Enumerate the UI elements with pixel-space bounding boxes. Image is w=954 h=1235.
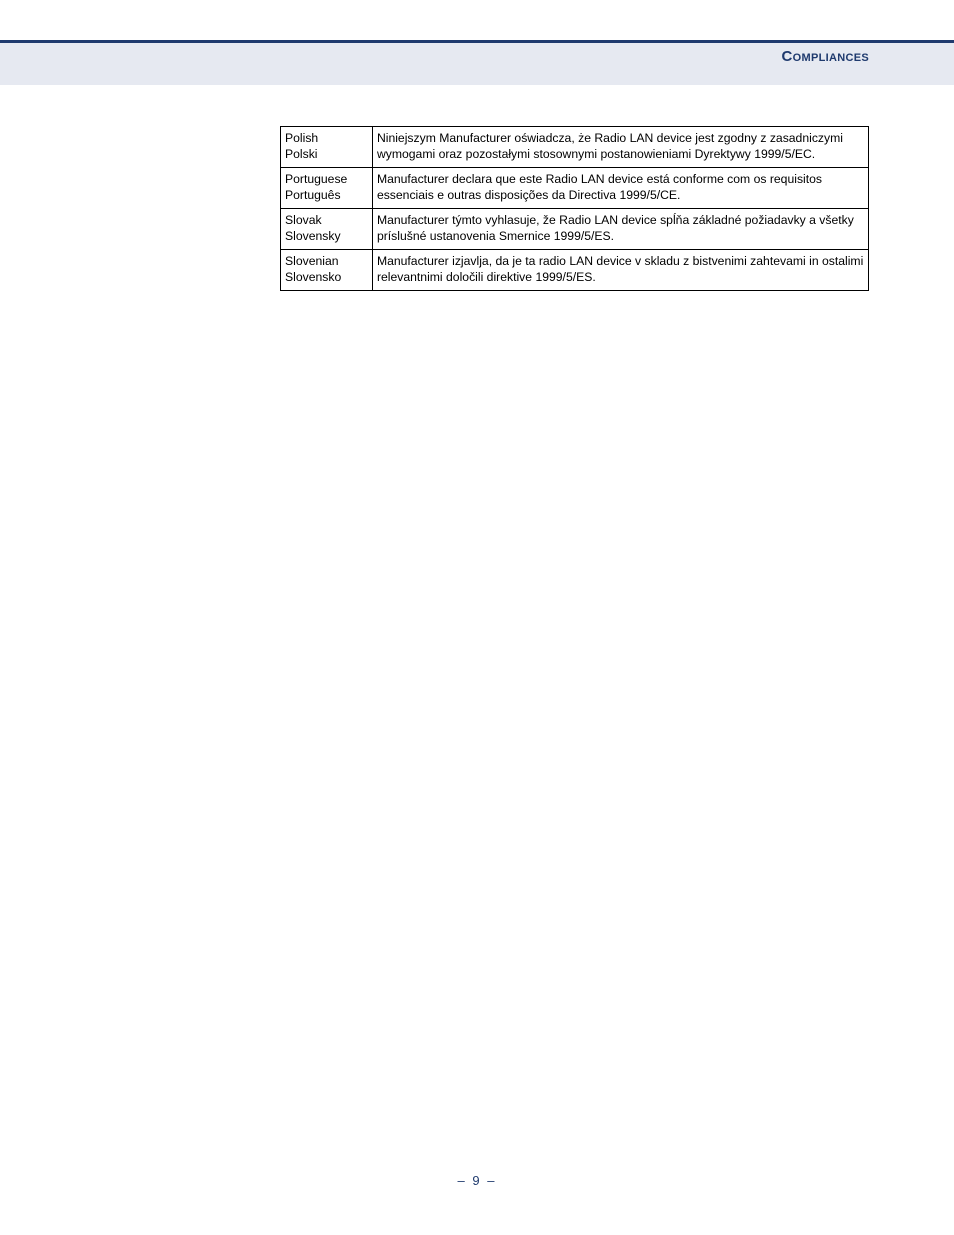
statement-cell: Manufacturer izjavlja, da je ta radio LAN device v skladu z bistvenimi zahtevami in ostalimi relevantnimi določili direktive 1999/5/ES.	[372, 250, 868, 291]
page-header	[0, 40, 954, 85]
language-cell	[281, 127, 373, 168]
compliance-table	[280, 126, 869, 291]
language-cell	[281, 209, 373, 250]
page-number: – 9 –	[457, 1173, 497, 1188]
statement-cell: Niniejszym Manufacturer oświadcza, że Radio LAN device jest zgodny z zasadniczymi wymogami oraz pozostałymi stosownymi postanowieniami Dyrektywy 1999/5/EC.	[372, 127, 868, 168]
language-english: Portuguese	[285, 172, 348, 186]
statement-cell: Manufacturer týmto vyhlasuje, že Radio LAN device spĺňa základné požiadavky a všetky príslušné ustanovenia Smernice 1999/5/ES.	[372, 209, 868, 250]
table-row	[281, 250, 869, 291]
language-english: Slovenian	[285, 254, 339, 268]
language-native: Português	[285, 188, 341, 202]
language-native: Polski	[285, 147, 318, 161]
language-english: Polish	[285, 131, 319, 145]
language-english: Slovak	[285, 213, 322, 227]
table-row	[281, 209, 869, 250]
section-title: Compliances	[781, 48, 869, 65]
table-row	[281, 168, 869, 209]
statement-cell: Manufacturer declara que este Radio LAN device está conforme com os requisitos essenciais e outras disposições da Directiva 1999/5/CE.	[372, 168, 868, 209]
language-native: Slovensky	[285, 229, 341, 243]
table-row	[281, 127, 869, 168]
language-native: Slovensko	[285, 270, 342, 284]
language-cell	[281, 168, 373, 209]
language-cell	[281, 250, 373, 291]
